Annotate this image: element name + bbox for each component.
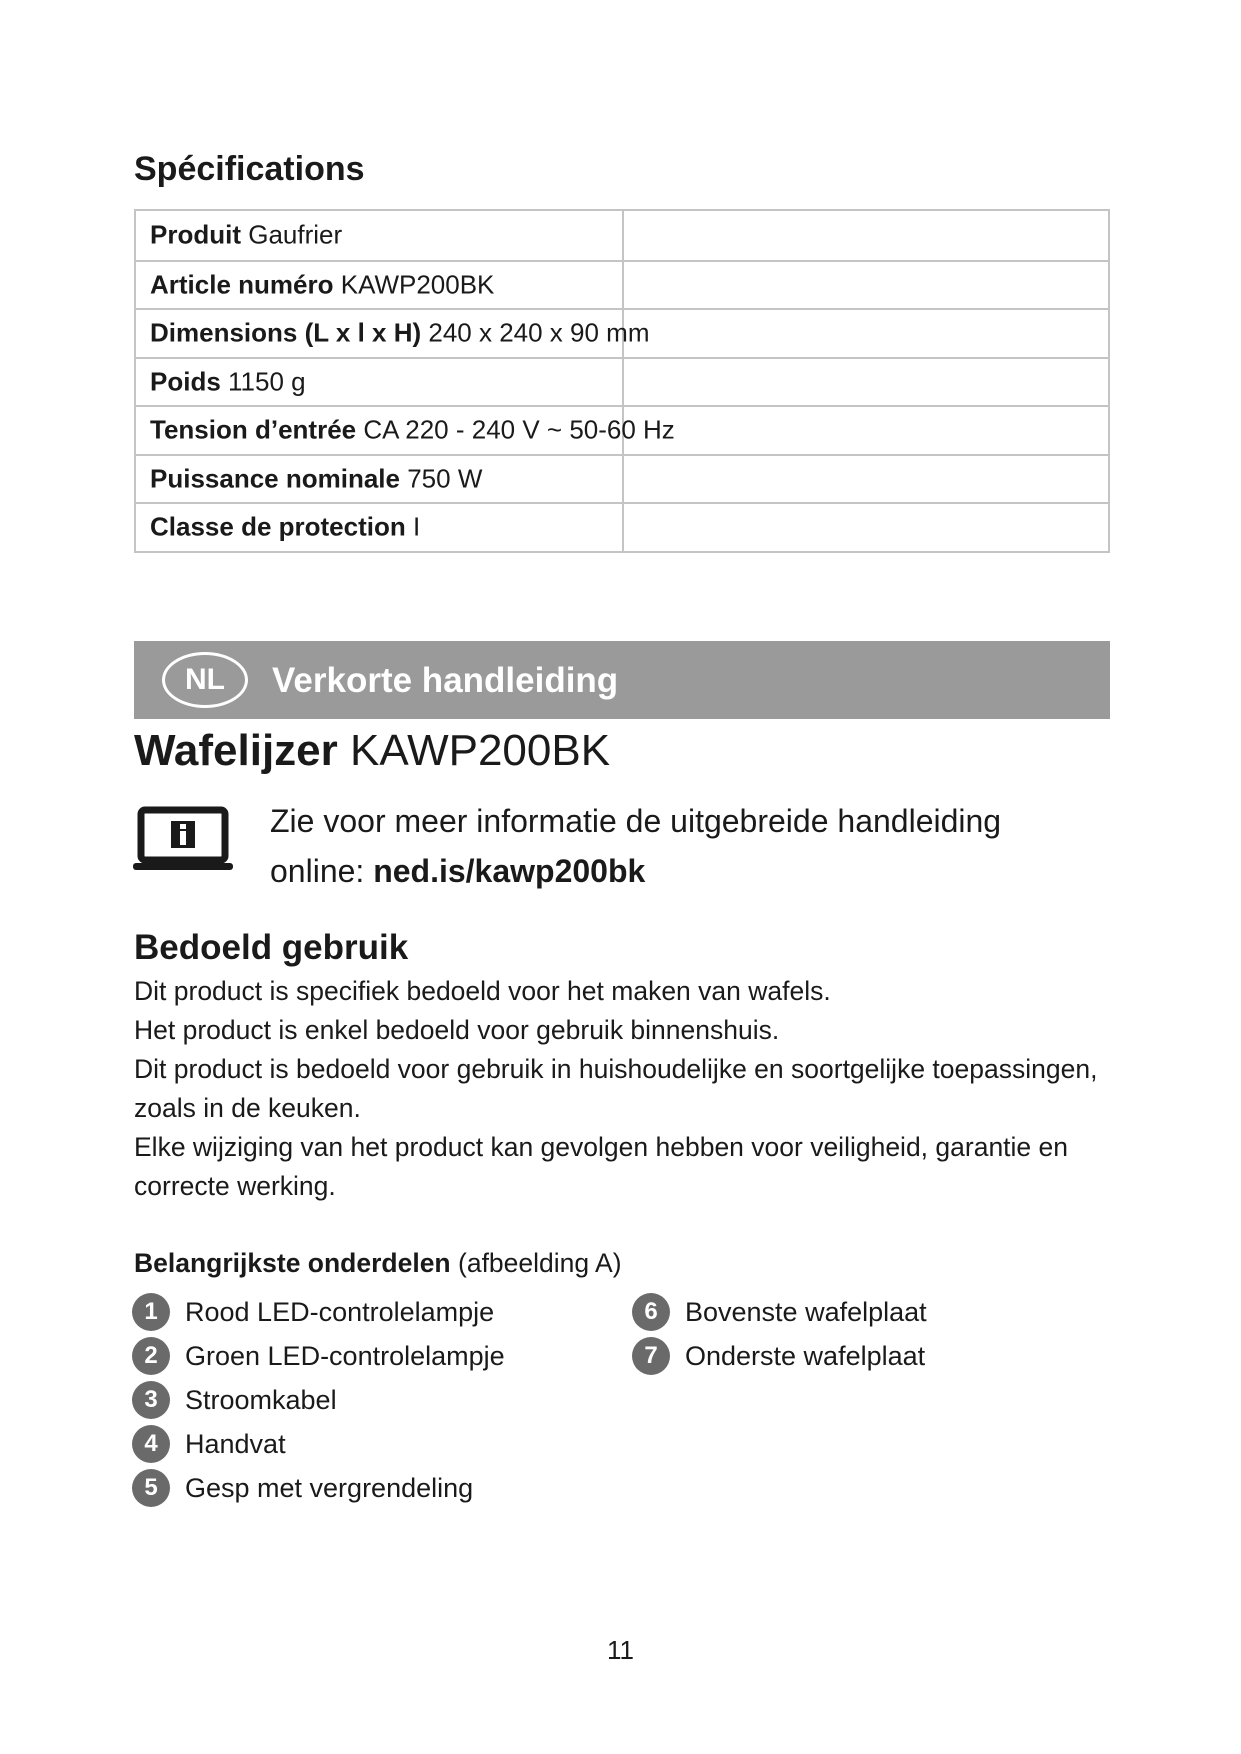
number-badge: 7 [632,1337,670,1375]
spec-value: 240 x 240 x 90 mm [428,317,650,348]
part-item: 6 Bovenste wafelplaat [632,1290,927,1334]
spec-label: Article numéro [150,269,334,300]
spec-value: 750 W [407,463,483,494]
spec-label: Classe de protection [150,511,406,542]
spec-value: KAWP200BK [340,269,495,300]
online-info-text [270,796,1110,896]
spec-row [136,454,1108,503]
spec-value: CA 220 - 240 V ~ 50-60 Hz [363,414,675,445]
spec-row [136,260,1108,309]
part-item: 5 Gesp met vergrendeling [132,1466,505,1510]
manual-url-link[interactable]: ned.is/kawp200bk [373,853,646,889]
part-item: 2 Groen LED-controlelampje [132,1334,505,1378]
part-item: 4 Handvat [132,1422,505,1466]
number-badge: 5 [132,1469,170,1507]
number-badge: 6 [632,1293,670,1331]
number-badge: 2 [132,1337,170,1375]
spec-row [136,211,1108,260]
part-item: 7 Onderste wafelplaat [632,1334,927,1378]
parts-list-left [132,1290,505,1510]
product-name: Wafelijzer [134,726,338,775]
intended-use-body [134,972,1124,1206]
spec-label: Puissance nominale [150,463,400,494]
spec-label: Produit [150,219,241,250]
parts-title: Belangrijkste onderdelen (afbeelding A) [134,1248,622,1278]
parts-list-right [632,1290,927,1378]
product-model: KAWP200BK [350,726,611,775]
number-badge: 3 [132,1381,170,1419]
spec-label: Poids [150,366,221,397]
spec-value: 1150 g [228,366,306,397]
paragraph: Dit product is bedoeld voor gebruik in huishoudelijke en soortgelijke toepassingen, zoals in de keuken. [134,1054,1098,1123]
spec-value: I [412,511,421,542]
language-badge: NL [162,652,248,708]
number-badge: 1 [132,1293,170,1331]
intended-use-title: Bedoeld gebruik [134,928,409,967]
part-item: 1 Rood LED-controlelampje [132,1290,505,1334]
spec-value: Gaufrier [248,219,343,250]
info-prefix: online: [270,853,365,889]
laptop-info-icon [132,806,234,879]
spec-row [136,308,1108,357]
info-line: Zie voor meer informatie de uitgebreide handleiding [270,803,1002,839]
language-banner [134,641,1110,719]
paragraph: Elke wijziging van het product kan gevolgen hebben voor veiligheid, garantie en correcte werking. [134,1132,1069,1201]
banner-title: Verkorte handleiding [272,661,619,700]
part-item: 3 Stroomkabel [132,1378,505,1422]
spec-row [136,357,1108,406]
specifications-title: Spécifications [134,150,365,188]
spec-label: Tension d’entrée [150,414,357,445]
product-title [134,726,610,776]
page-number: 11 [607,1635,634,1665]
paragraph: Het product is enkel bedoeld voor gebruik binnenshuis. [134,1015,780,1045]
number-badge: 4 [132,1425,170,1463]
spec-row [136,405,1108,454]
spec-label: Dimensions (L x l x H) [150,317,422,348]
paragraph: Dit product is specifiek bedoeld voor het maken van wafels. [134,976,831,1006]
specifications-table [134,209,1110,553]
spec-row [136,502,1108,551]
